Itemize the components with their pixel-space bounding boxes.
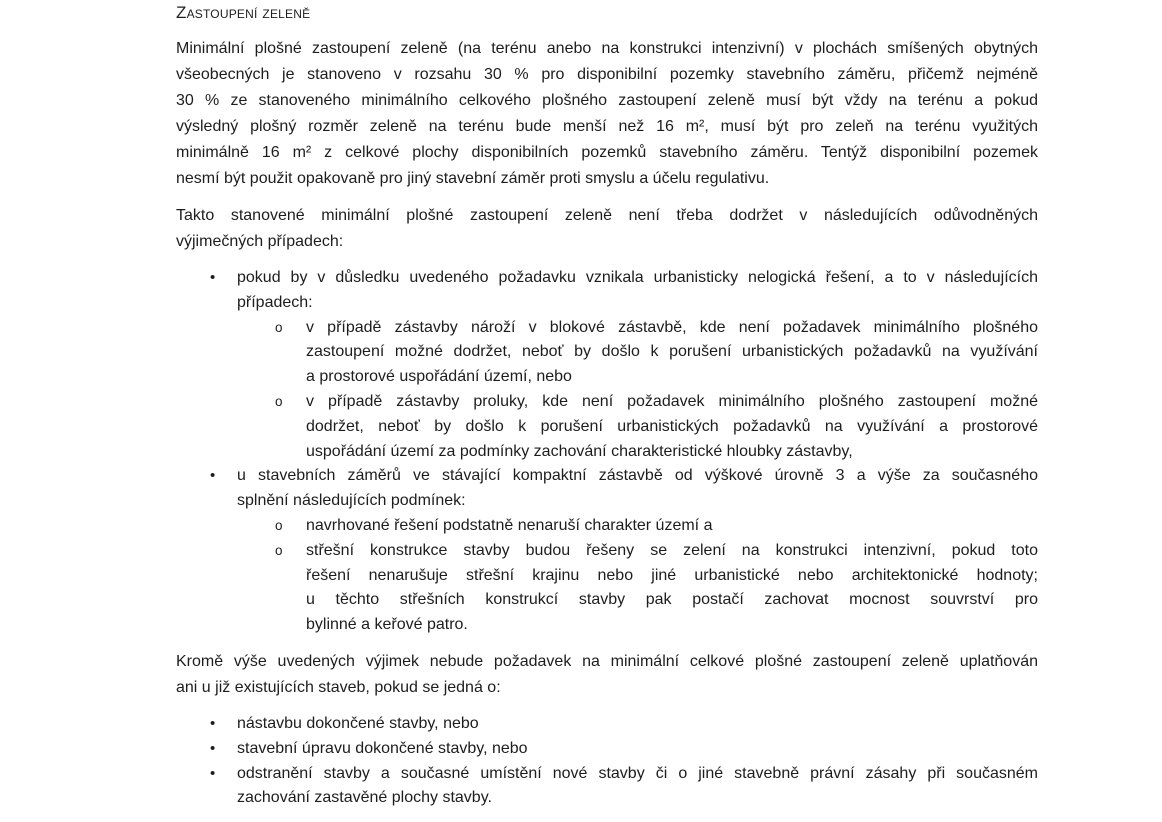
- list-item-line: stavební úpravu dokončené stavby, nebo: [237, 739, 528, 757]
- document-blocks: [176, 36, 1038, 811]
- paragraph-line: Takto stanovené minimální plošné zastoupení zeleně není třeba dodržet v následujících odůvodněných: [176, 207, 1038, 224]
- list-item-line: odstranění stavby a současné umístění nové stavby či o jiné stavebně právní zásahy při současném: [237, 764, 1038, 782]
- list-item: [176, 712, 1038, 737]
- paragraph-line: výjimečných případech:: [176, 233, 344, 250]
- list-item-line: pokud by v důsledku uvedeného požadavku vznikala urbanisticky nelogická řešení, a to v následujících: [237, 269, 1038, 286]
- list-item-line: střešní konstrukce stavby budou řešeny se zelení na konstrukci intenzivní, pokud toto: [306, 541, 1038, 559]
- list-item: [176, 762, 1038, 812]
- list-item-line: v případě zástavby nároží v blokové zástavbě, kde není požadavek minimálního plošného: [306, 318, 1038, 336]
- paragraph-line: minimálně 16 m² z celkové plochy disponibilních pozemků stavebního záměru. Tentýž disponibilní pozemek: [176, 144, 1038, 161]
- list-item: [176, 539, 1038, 638]
- bullet-marker: •: [210, 269, 216, 286]
- list-item-line: případech:: [237, 293, 313, 311]
- paragraph: [176, 649, 1038, 701]
- bullet-marker: •: [210, 739, 216, 757]
- list-item: [176, 390, 1038, 464]
- paragraph-line: výsledný plošný rozměr zeleně na terénu bude menší než 16 m², musí být pro zeleň na terénu využitých: [176, 118, 1038, 135]
- paragraph-line: Minimální plošné zastoupení zeleně (na terénu anebo na konstrukci intenzivní) v plochách smíšených obytných: [176, 40, 1038, 57]
- paragraph-line: 30 % ze stanoveného minimálního celkového plošného zastoupení zeleně musí být vždy na terénu a pokud: [176, 92, 1038, 109]
- list-item-line: zastoupení možné dodržet, neboť by došlo k porušení urbanistických požadavků na využívání: [306, 343, 1038, 361]
- bullet-marker: •: [210, 764, 216, 782]
- list-item-line: a prostorové uspořádání území, nebo: [306, 368, 572, 386]
- list-item: [176, 316, 1038, 390]
- paragraph-line: všeobecných je stanoveno v rozsahu 30 % pro disponibilní pozemky stavebního záměru, přičemž nejméně: [176, 66, 1038, 83]
- section-heading: Zastoupení zeleně: [176, 3, 311, 22]
- circle-bullet-marker: o: [275, 319, 283, 335]
- list-item-line: nástavbu dokončené stavby, nebo: [237, 714, 479, 732]
- list-item-line: navrhované řešení podstatně nenaruší charakter území a: [306, 516, 713, 534]
- bullet-list: [176, 712, 1038, 811]
- circle-bullet-marker: o: [275, 542, 283, 558]
- paragraph: [176, 36, 1038, 192]
- list-item: [176, 266, 1038, 316]
- list-item-line: splnění následujících podmínek:: [237, 492, 466, 510]
- bullet-marker: •: [210, 714, 216, 732]
- list-item-line: u stavebních záměrů ve stávající kompaktní zástavbě od výškové úrovně 3 a výše za současného: [237, 467, 1038, 485]
- list-item: [176, 737, 1038, 762]
- circle-bullet-marker: o: [275, 393, 283, 409]
- list-item-line: bylinné a keřové patro.: [306, 616, 468, 634]
- circle-bullet-marker: o: [275, 517, 283, 533]
- list-item-line: u těchto střešních konstrukcí stavby pak postačí zachovat mocnost souvrství pro: [306, 591, 1038, 609]
- list-item-line: zachování zastavěné plochy stavby.: [237, 789, 492, 807]
- list-item-line: v případě zástavby proluky, kde není požadavek minimálního plošného zastoupení možné: [306, 392, 1038, 410]
- list-item: [176, 464, 1038, 514]
- bullet-list: [176, 266, 1038, 638]
- list-item-line: uspořádání území za podmínky zachování charakteristické hloubky zástavby,: [306, 442, 853, 460]
- paragraph: [176, 203, 1038, 255]
- bullet-marker: •: [210, 467, 216, 485]
- list-item-line: řešení nenarušuje střešní krajinu nebo jiné urbanistické nebo architektonické hodnoty;: [306, 566, 1038, 584]
- paragraph-line: ani u již existujících staveb, pokud se jedná o:: [176, 678, 501, 696]
- list-item-line: dodržet, neboť by došlo k porušení urbanistických požadavků na využívání a prostorové: [306, 417, 1038, 435]
- document: [176, 3, 1038, 822]
- paragraph-line: Kromě výše uvedených výjimek nebude požadavek na minimální celkové plošné zastoupení zeleně uplatňován: [176, 652, 1038, 670]
- list-item: [176, 514, 1038, 539]
- paragraph-line: nesmí být použit opakovaně pro jiný stavební záměr proti smyslu a účelu regulativu.: [176, 170, 770, 187]
